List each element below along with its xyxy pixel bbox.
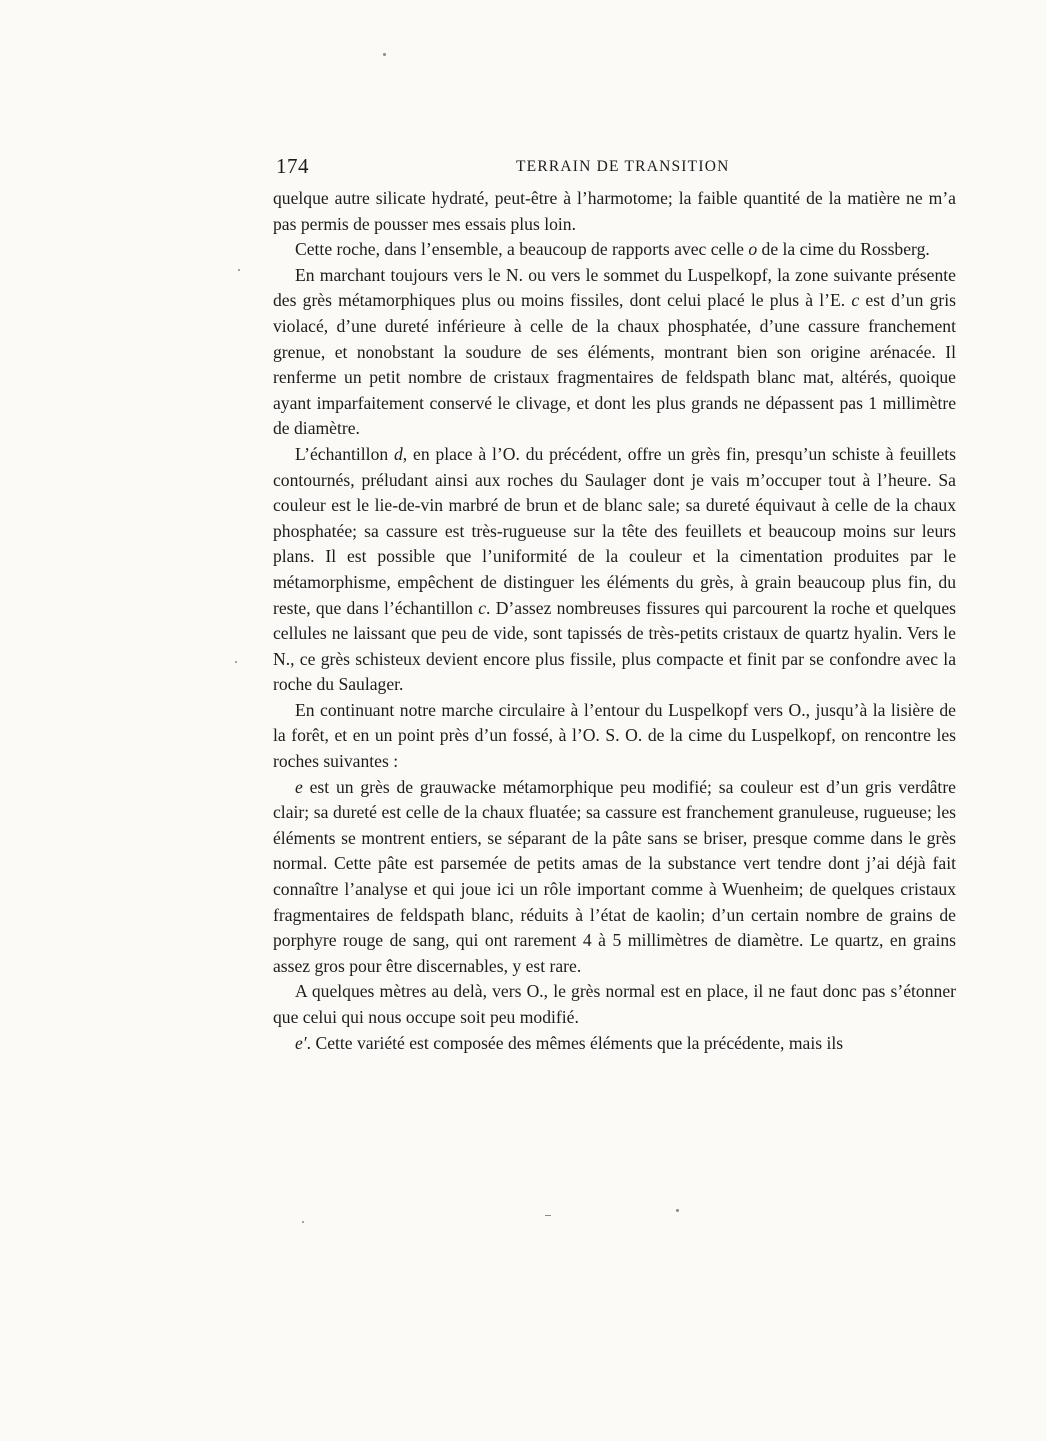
paragraph: [273, 263, 956, 442]
paragraph: [273, 1031, 956, 1057]
paragraph: [273, 237, 956, 263]
body-text: [273, 186, 956, 1056]
paragraph-text: . Cette variété est composée des mêmes éléments que la précédente, mais ils: [306, 1032, 844, 1053]
specimen-label: c: [851, 290, 860, 311]
scan-speck: [302, 1221, 304, 1223]
paragraph-text: . D’assez nombreuses fissures qui parcourent la roche et quelques cellules ne laissant que peu de vide, sont tapissés de très-petits cristaux de quartz hyalin. Vers le N., ce grès schisteux devient encore plus fissile, plus compacte et finit par se confondre avec la roche du Saulager.: [273, 597, 956, 695]
paragraph: [273, 442, 956, 698]
scan-speck: [545, 1215, 551, 1216]
specimen-label: c: [478, 597, 487, 618]
scan-speck: [676, 1209, 679, 1212]
scan-speck: [383, 53, 386, 56]
paragraph-text: En marchant toujours vers le N. ou vers le sommet du Luspelkopf, la zone suivante présente des grès métamorphiques plus ou moins fissiles, dont celui placé le plus à l’E.: [273, 264, 956, 311]
specimen-label: e′: [295, 1032, 307, 1053]
paragraph-text: En continuant notre marche circulaire à l’entour du Luspelkopf vers O., jusqu’à la lisière de la forêt, et en un point près d’un fossé, à l’O. S. O. de la cime du Luspelkopf, on rencontre les roches suivantes :: [273, 699, 956, 772]
paragraph-text: , en place à l’O. du précédent, offre un grès fin, presqu’un schiste à feuillets contournés, préludant ainsi aux roches du Saulager dont je vais m’occuper tout à l’heure. Sa couleur est le lie-de-vin marbré de brun et de blanc sale; sa dureté équivaut à celle de la chaux phosphatée; sa cassure est très-rugueuse sur la tête des feuillets et beaucoup moins sur leurs plans. Il est possible que l’uniformité de la couleur et la cimentation produites par le métamorphisme, empêchent de distinguer les éléments du grès, à grain beaucoup plus fin, du reste, que dans l’échantillon: [273, 443, 957, 618]
paragraph-text: quelque autre silicate hydraté, peut-être à l’harmotome; la faible quantité de la matière ne m’a pas permis de pousser mes essais plus loin.: [273, 188, 956, 234]
specimen-label: e: [295, 776, 303, 797]
paragraph: [273, 775, 956, 980]
page-number: 174: [276, 154, 309, 178]
paragraph-text: de la cime du Rossberg.: [757, 239, 930, 260]
paragraph: [273, 186, 956, 237]
paragraph: [273, 979, 956, 1030]
paragraph-text: est un grès de grauwacke métamorphique peu modifié; sa couleur est d’un gris verdâtre clair; sa dureté est celle de la chaux fluatée; sa cassure est franchement granuleuse, rugueuse; les éléments se montrent entiers, se séparant de la pâte sans se briser, presque comme dans le grès normal. Cette pâte est parsemée de petits amas de la substance vert tendre dont j’ai déjà fait connaître l’analyse et qui joue ici un rôle important comme à Wuenheim; de quelques cristaux fragmentaires de feldspath blanc, réduits à l’état de kaolin; d’un certain nombre de grains de porphyre rouge de sang, qui ont rarement 4 à 5 millimètres de diamètre. Le quartz, en grains assez gros pour être discernables, y est rare.: [273, 776, 956, 976]
paragraph-text: Cette roche, dans l’ensemble, a beaucoup de rapports avec celle: [295, 239, 749, 260]
specimen-label: d: [394, 443, 403, 464]
running-head: TERRAIN DE TRANSITION: [516, 158, 730, 175]
paragraph-text: A quelques mètres au delà, vers O., le grès normal est en place, il ne faut donc pas s’étonner que celui qui nous occupe soit peu modifié.: [273, 981, 956, 1027]
scan-speck: [235, 661, 237, 663]
paragraph: [273, 698, 956, 775]
page-header: [273, 153, 956, 179]
paragraph-text: L’échantillon: [295, 443, 394, 464]
paragraph-text: est d’un gris violacé, d’une dureté inférieure à celle de la chaux phosphatée, d’une cassure franchement grenue, et nonobstant la soudure de ses éléments, montrant bien son origine arénacée. Il renferme un petit nombre de cristaux fragmentaires de feldspath blanc mat, altérés, quoique ayant imparfaitement conservé le clivage, et dont les plus grands ne dépassent pas 1 millimètre de diamètre.: [273, 290, 956, 439]
specimen-label: o: [748, 239, 758, 260]
scan-speck: [238, 269, 240, 271]
